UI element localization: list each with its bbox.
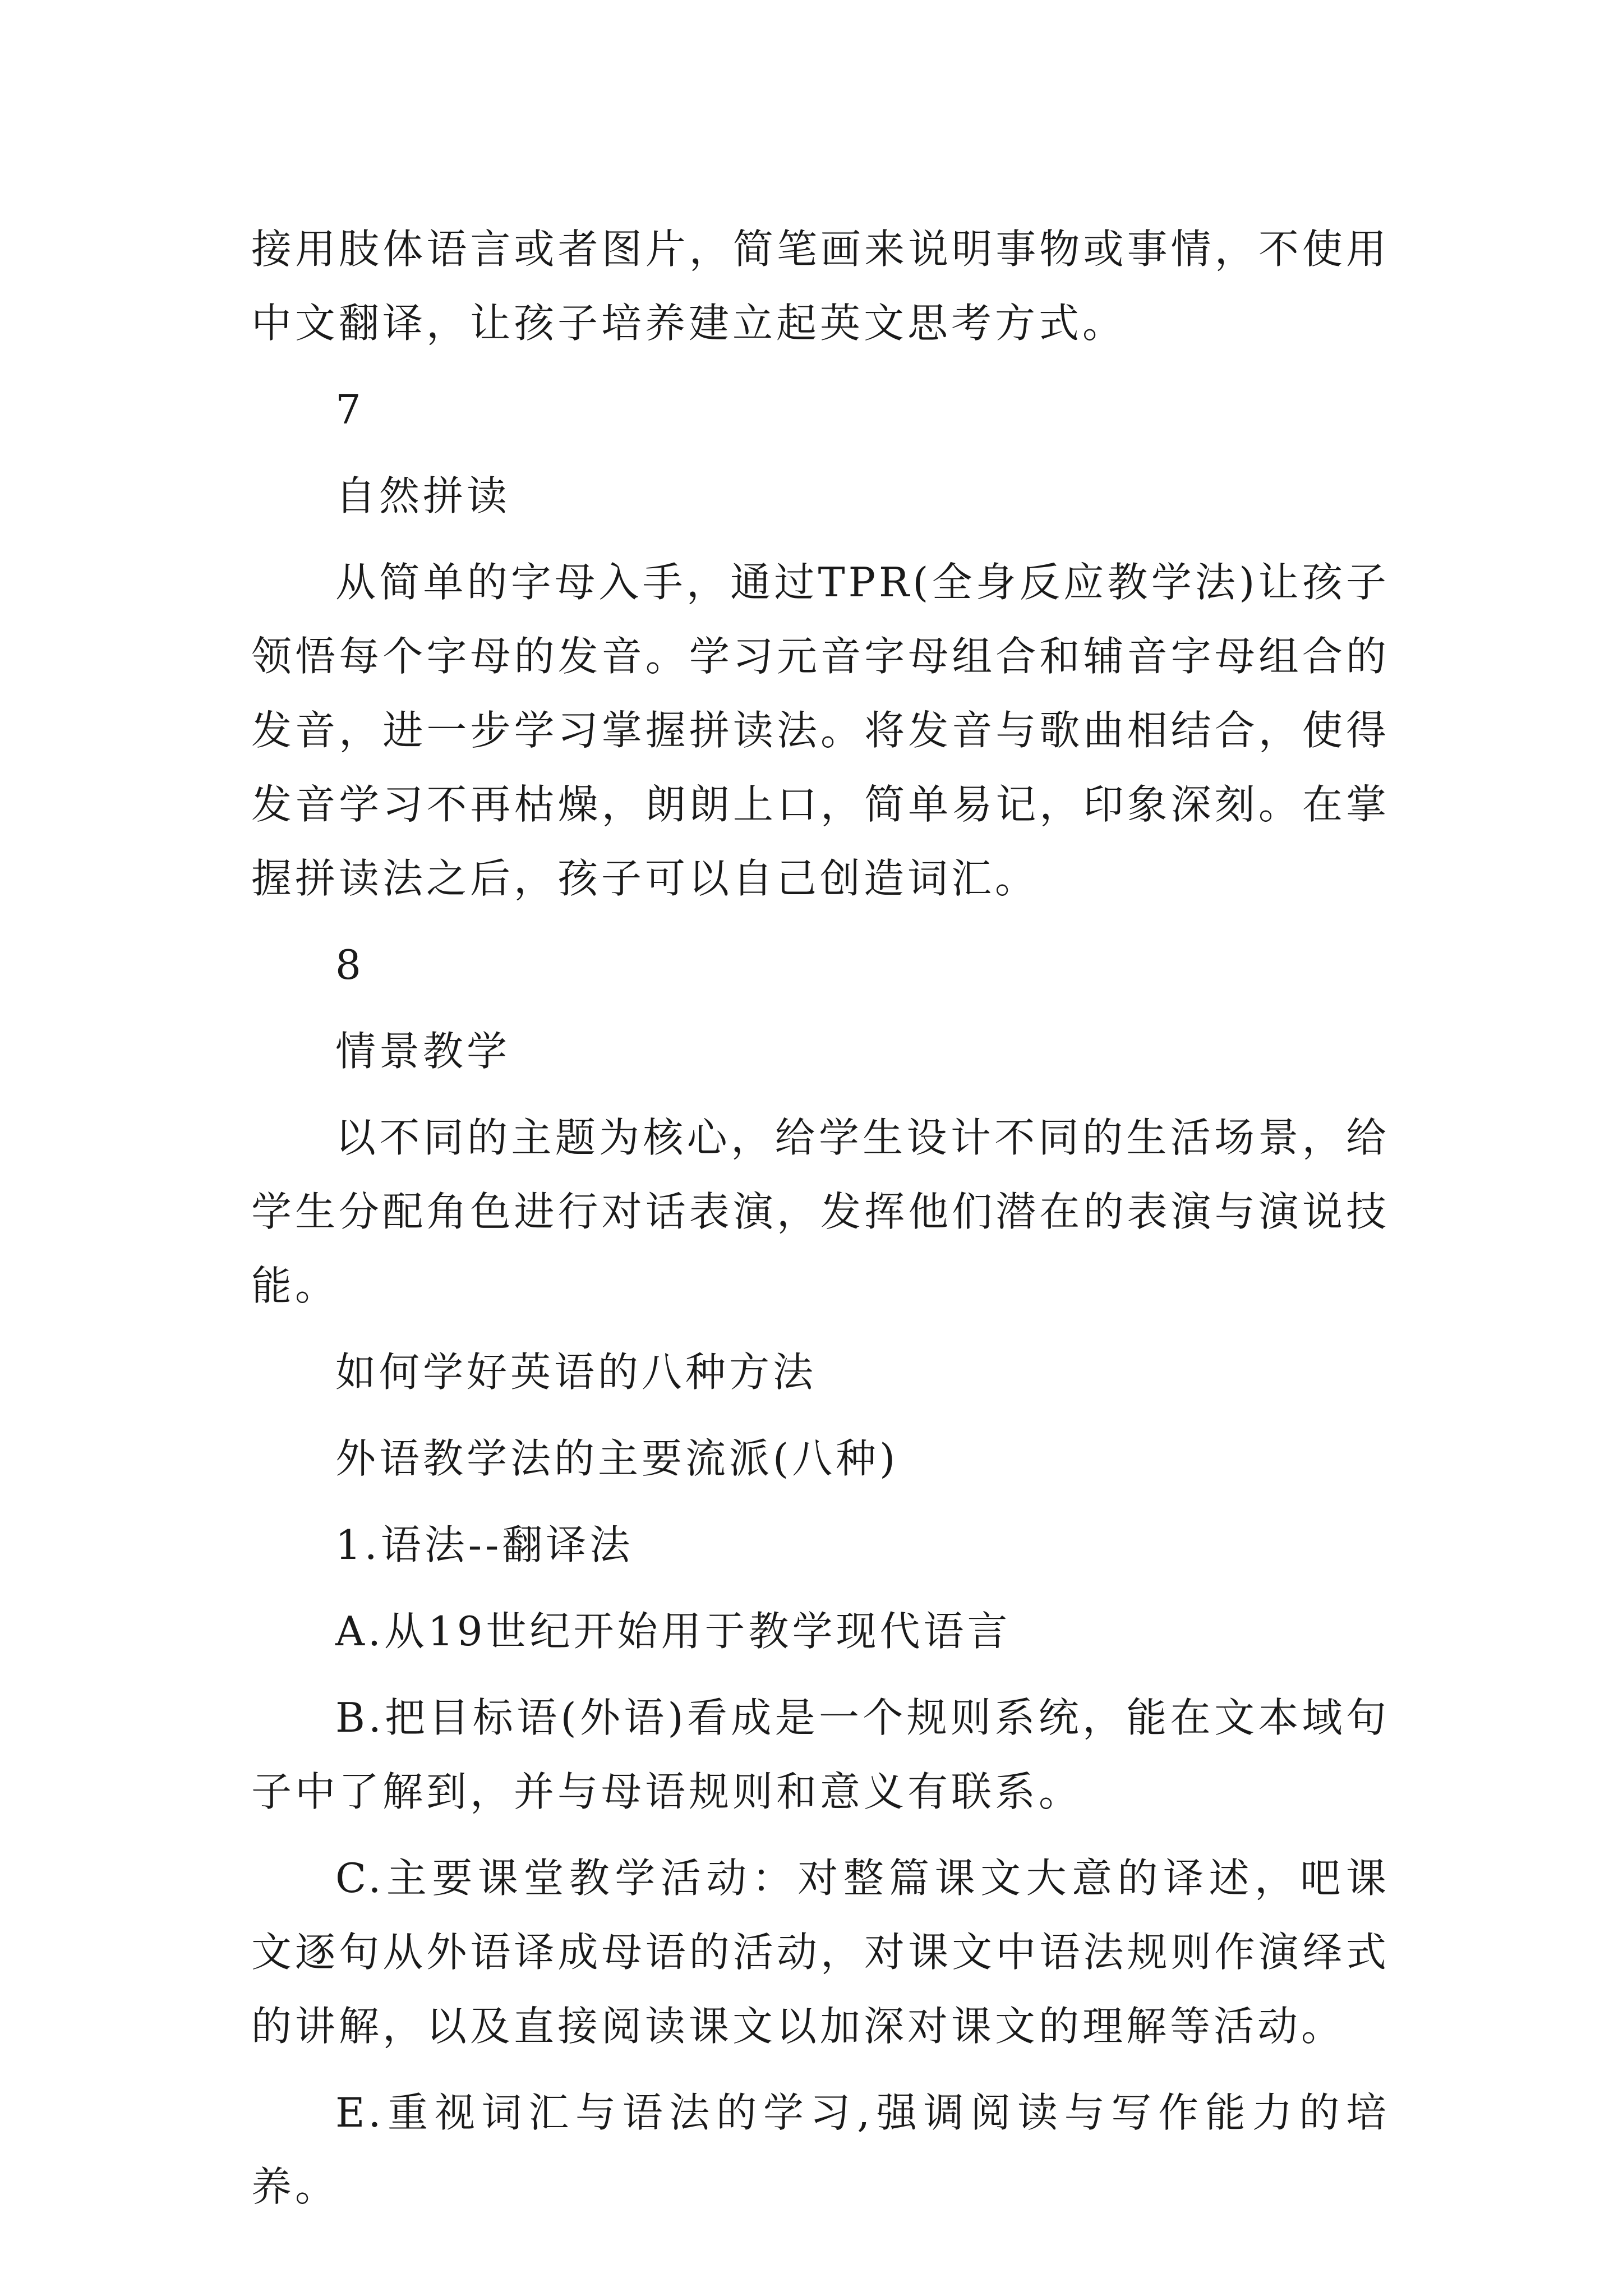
paragraph-situational: 以不同的主题为核心，给学生设计不同的生活场景，给学生分配角色进行对话表演，发挥他们潜在的表演与演说技能。: [251, 1114, 1390, 1309]
item-b: B.把目标语(外语)看成是一个规则系统，能在文本域句子中了解到，并与母语规则和意义有联系。: [251, 1694, 1390, 1815]
item-a: A.从19世纪开始用于教学现代语言: [335, 1608, 1011, 1655]
item-e: E.重视词汇与语法的学习,强调阅读与写作能力的培养。: [251, 2089, 1390, 2210]
section-heading-phonics: 自然拼读: [335, 472, 511, 519]
paragraph-continuation: 接用肢体语言或者图片，简笔画来说明事物或事情，不使用中文翻译，让孩子培养建立起英文思考方式。: [251, 226, 1390, 347]
heading-eight-methods: 如何学好英语的八种方法: [335, 1349, 817, 1396]
document-body: [251, 212, 1390, 2224]
section-number-8: 8: [335, 941, 365, 988]
heading-teaching-schools: 外语教学法的主要流派(八种): [335, 1435, 899, 1482]
paragraph-phonics: 从简单的字母入手，通过TPR(全身反应教学法)让孩子领悟每个字母的发音。学习元音字母组合和辅音字母组合的发音，进一步学习掌握拼读法。将发音与歌曲相结合，使得发音学习不再枯燥，朗朗上口，简单易记，印象深刻。在掌握拼读法之后，孩子可以自己创造词汇。: [251, 559, 1390, 902]
section-number-7: 7: [335, 386, 365, 433]
section-heading-situational: 情景教学: [335, 1028, 511, 1075]
heading-grammar-translation: 1.语法--翻译法: [335, 1521, 634, 1568]
item-c: C.主要课堂教学活动：对整篇课文大意的译述，吧课文逐句从外语译成母语的活动，对课文中语法规则作演绎式的讲解，以及直接阅读课文以加深对课文的理解等活动。: [251, 1855, 1390, 2050]
